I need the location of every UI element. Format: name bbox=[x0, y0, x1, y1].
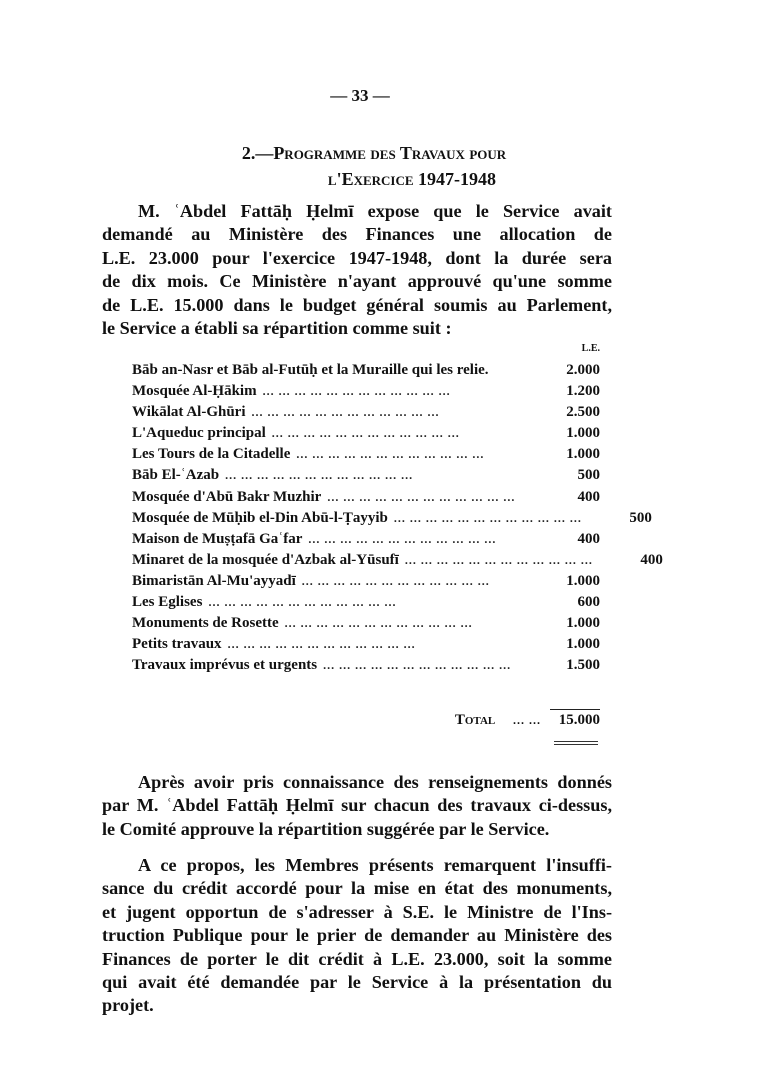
leader-dots: ... ... ... ... ... ... ... ... ... ... ... ... bbox=[301, 573, 490, 588]
table-row bbox=[132, 592, 600, 613]
table-row bbox=[132, 655, 600, 676]
item-value: 500 bbox=[577, 467, 600, 484]
text-line: le Service a établi sa répartition comme suit : bbox=[102, 317, 452, 338]
table-row bbox=[132, 613, 600, 634]
text-line: truction Publique pour le prier de demander au Ministère des bbox=[102, 925, 612, 946]
text-line: M. ʿAbdel Fattāḥ Ḥelmī expose que le Service avait bbox=[138, 201, 612, 221]
item-value: 400 bbox=[577, 530, 600, 547]
paragraph-remarks bbox=[102, 854, 612, 1018]
total-row bbox=[455, 712, 600, 729]
item-label: Les Tours de la Citadelle bbox=[132, 446, 291, 463]
table-row bbox=[132, 423, 600, 444]
item-label: Minaret de la mosquée d'Azbak al-Yūsufī bbox=[132, 551, 399, 568]
total-rule bbox=[550, 709, 600, 710]
table-row bbox=[132, 634, 600, 655]
leader-dots: ... ... ... ... ... ... ... ... ... ... ... ... bbox=[225, 468, 414, 483]
text-line: le Comité approuve la répartition suggérée par le Service. bbox=[102, 818, 550, 839]
text-line: demandé au Ministère des Finances une allocation de bbox=[102, 224, 612, 245]
leader-dots: ... ... ... ... ... ... ... ... ... ... ... ... bbox=[251, 405, 440, 420]
paragraph-intro bbox=[102, 200, 612, 340]
leader-dots: ... ... ... ... ... ... ... ... ... ... ... ... bbox=[327, 489, 516, 504]
leader-dots: ... ... ... ... ... ... ... ... ... ... ... ... bbox=[284, 616, 473, 631]
item-value: 2.500 bbox=[566, 404, 600, 421]
leader-dots: ... ... ... ... ... ... ... ... ... ... ... ... bbox=[404, 552, 593, 567]
item-value: 400 bbox=[577, 488, 600, 505]
item-label: Petits travaux bbox=[132, 636, 222, 653]
item-value: 1.200 bbox=[566, 383, 600, 400]
item-label: L'Aqueduc principal bbox=[132, 425, 266, 442]
item-label: Maison de Muṣṭafā Gaʿfar bbox=[132, 530, 303, 547]
item-label: Bāb El-ʿAzab bbox=[132, 467, 220, 484]
table-row bbox=[132, 402, 600, 423]
text-line: et jugent opportun de s'adresser à S.E. le Ministre de l'Ins- bbox=[102, 901, 612, 922]
item-label: Mosquée Al-Ḥākim bbox=[132, 383, 257, 400]
item-value: 1.000 bbox=[566, 615, 600, 632]
leader-dots bbox=[489, 360, 530, 381]
table-row bbox=[132, 381, 600, 402]
table-row bbox=[132, 465, 600, 486]
item-value: 1.500 bbox=[566, 657, 600, 674]
item-label: Travaux imprévus et urgents bbox=[132, 657, 318, 674]
currency-unit: L.E. bbox=[581, 343, 600, 354]
item-value: 1.000 bbox=[566, 636, 600, 653]
leader-dots: ... ... ... ... ... ... ... ... ... ... ... ... bbox=[323, 658, 512, 673]
text-line: Finances de porter le dit crédit à L.E. 23.000, soit la somme bbox=[102, 948, 612, 969]
text-line: sance du crédit accordé pour la mise en état des monuments, bbox=[102, 878, 612, 899]
leader-dots: ... ... ... ... ... ... ... ... ... ... ... ... bbox=[208, 595, 397, 610]
double-rule bbox=[554, 741, 598, 745]
total-dots: ... ... bbox=[513, 713, 541, 727]
item-label: Bāb an-Nasr et Bāb al-Futūḥ et la Muraille qui les relie. bbox=[132, 362, 489, 378]
table-row bbox=[132, 360, 600, 381]
leader-dots: ... ... ... ... ... ... ... ... ... ... ... ... bbox=[271, 426, 460, 441]
item-label: Bimaristān Al-Mu'ayyadī bbox=[132, 572, 296, 589]
text-line: par M. ʿAbdel Fattāḥ Ḥelmī sur chacun des travaux ci-dessus, bbox=[102, 795, 612, 816]
item-value: 1.000 bbox=[566, 425, 600, 442]
leader-dots: ... ... ... ... ... ... ... ... ... ... ... ... bbox=[296, 447, 485, 462]
item-value: 600 bbox=[577, 594, 600, 611]
table-row bbox=[132, 487, 600, 508]
leader-dots: ... ... ... ... ... ... ... ... ... ... ... ... bbox=[262, 384, 451, 399]
item-label: Les Eglises bbox=[132, 594, 203, 611]
section-heading-line1: 2.—Programme des Travaux pour bbox=[241, 143, 507, 163]
page-number: — 33 — bbox=[330, 86, 390, 105]
text-line: de dix mois. Ce Ministère n'ayant approuvé qu'une somme bbox=[102, 271, 612, 292]
item-value: 1.000 bbox=[566, 446, 600, 463]
paragraph-approval bbox=[102, 771, 612, 841]
text-line: Après avoir pris connaissance des renseignements donnés bbox=[138, 772, 612, 792]
leader-dots: ... ... ... ... ... ... ... ... ... ... ... ... bbox=[308, 531, 497, 546]
budget-table bbox=[132, 338, 663, 728]
table-row bbox=[132, 529, 600, 550]
item-value: 1.000 bbox=[566, 572, 600, 589]
table-row bbox=[132, 550, 663, 571]
item-value: 2.000 bbox=[566, 362, 600, 378]
total-label: Total bbox=[454, 712, 496, 728]
total-value: 15.000 bbox=[558, 712, 600, 728]
leader-dots: ... ... ... ... ... ... ... ... ... ... ... ... bbox=[393, 510, 582, 525]
text-line: qui avait été demandée par le Service à la présentation du bbox=[102, 971, 612, 992]
table-row bbox=[132, 444, 600, 465]
text-line: L.E. 23.000 pour l'exercice 1947-1948, dont la durée sera bbox=[102, 247, 612, 268]
item-label: Mosquée d'Abū Bakr Muzhir bbox=[132, 488, 322, 505]
item-value: 400 bbox=[640, 551, 663, 568]
section-heading-line2: l'Exercice 1947-1948 bbox=[327, 169, 497, 189]
item-label: Monuments de Rosette bbox=[132, 615, 279, 632]
text-line: A ce propos, les Membres présents remarquent l'insuffi- bbox=[138, 855, 612, 875]
item-label: Wikālat Al-Ghūri bbox=[132, 404, 246, 421]
text-line: projet. bbox=[102, 995, 154, 1016]
text-line: de L.E. 15.000 dans le budget général soumis au Parlement, bbox=[102, 294, 612, 315]
table-row bbox=[132, 508, 652, 529]
table-row bbox=[132, 571, 600, 592]
item-value: 500 bbox=[629, 509, 652, 526]
item-label: Mosquée de Mūḥib el-Din Abū-l-Ṭayyib bbox=[132, 509, 388, 526]
leader-dots: ... ... ... ... ... ... ... ... ... ... ... ... bbox=[227, 637, 416, 652]
budget-rows bbox=[132, 360, 663, 676]
